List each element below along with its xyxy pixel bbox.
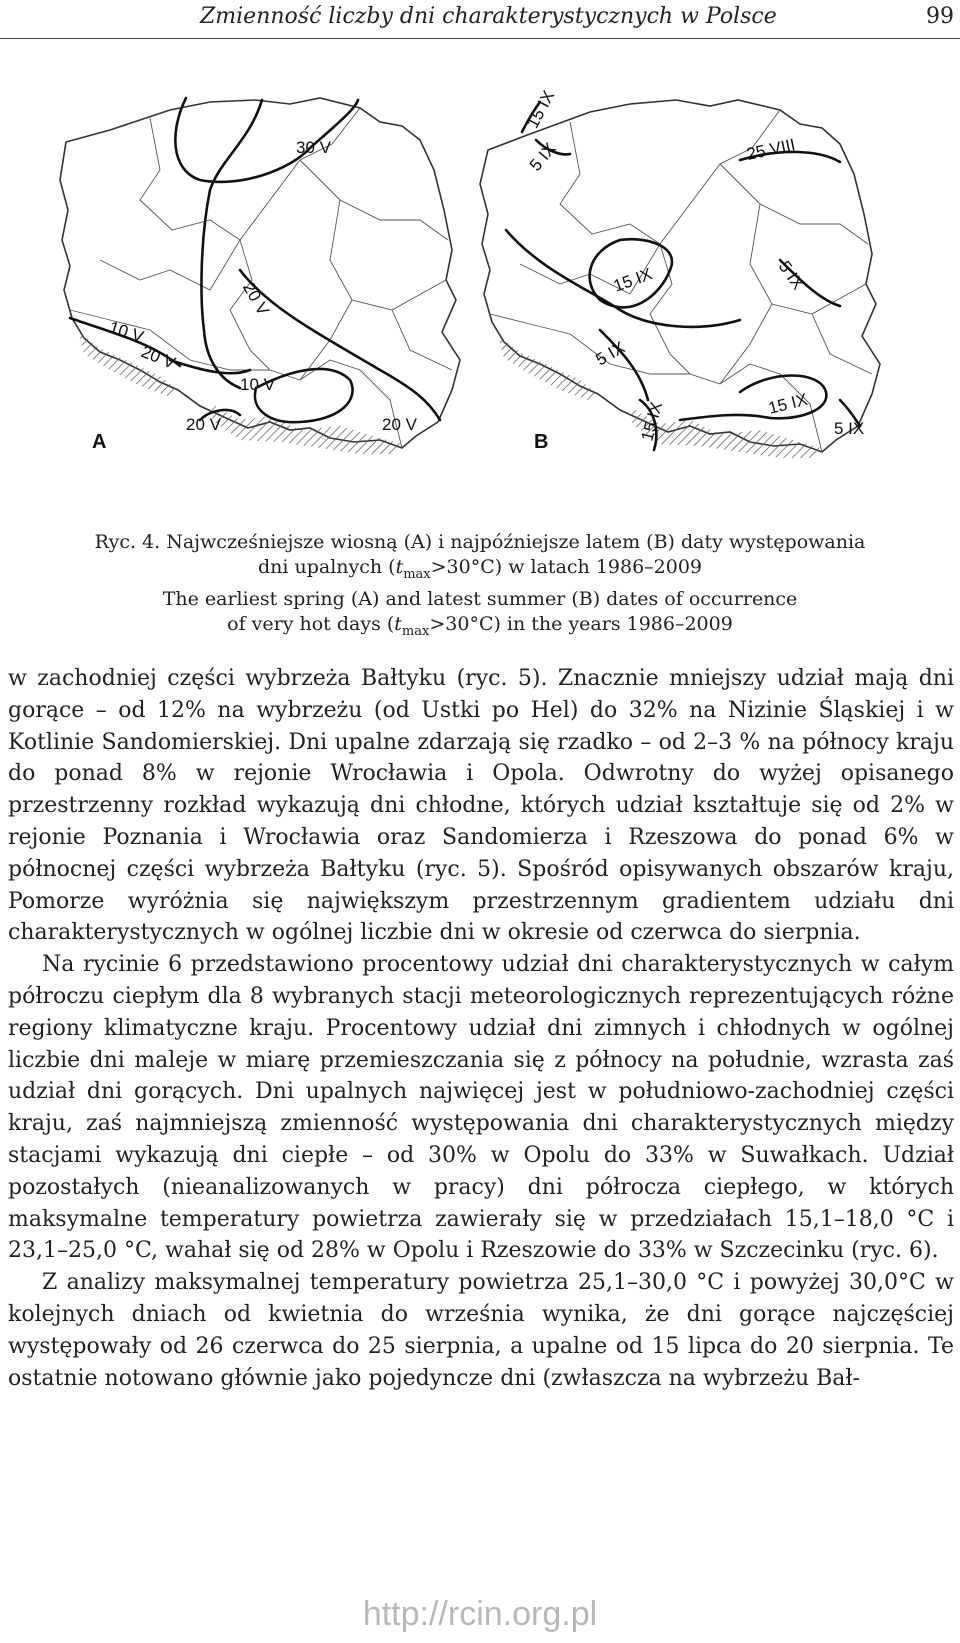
isoline-label: 5 IX: [834, 419, 865, 438]
page-header: [0, 0, 960, 40]
isoline-label: 15 IX: [637, 399, 667, 444]
isoline-label: 15 IX: [522, 87, 559, 132]
body-text: [8, 663, 954, 1394]
map-a-borders: [70, 108, 452, 448]
maps-svg: [0, 70, 960, 490]
page-number: 99: [926, 4, 954, 29]
isoline-label: 10 V: [240, 375, 275, 394]
isoline-label: 10 V: [106, 317, 146, 347]
isoline-label: 30 V: [296, 138, 331, 157]
panel-letter-b: B: [534, 431, 549, 453]
footer-watermark-url: http://rcin.org.pl: [362, 1595, 598, 1633]
map-b: [480, 87, 880, 458]
map-a-outline: [60, 98, 460, 448]
isoline-label: 5 IX: [774, 257, 808, 294]
panel-letter-a: A: [92, 431, 107, 453]
header-rule: [0, 38, 960, 39]
isoline-label: 25 VIII: [744, 135, 797, 164]
paragraph: Z analizy maksymalnej temperatury powietrza 25,1–30,0 °C i powyżej 30,0°C w kolejnych dniach od kwietnia do września wynika, że dni gorące najczęściej występowały od 26 czerwca do 25 sierpnia, a upalne od 15 lipca do 20 sierpnia. Te ostatnie notowano głównie jako pojedyncze dni (zwłaszcza na wybrzeżu Bał-: [8, 1270, 954, 1391]
isoline-label: 5 IX: [592, 337, 629, 370]
caption-pl-line-1: Ryc. 4. Najwcześniejsze wiosną (A) i najpóźniejsze latem (B) daty występowania: [94, 531, 866, 553]
running-title: Zmienność liczby dni charakterystycznych w Polsce: [200, 4, 777, 29]
paragraph: w zachodniej części wybrzeża Bałtyku (ryc. 5). Znacznie mniejszy udział mają dni gorące – od 12% na wybrzeżu (od Ustki po Hel) do 32% na Nizinie Śląskiej i w Kotlinie Sandomierskiej. Dni upalne zdarzają się rzadko – od 2–3 % na północy kraju do ponad 8% w rejonie Wrocławia i Opola. Odwrotny do wyżej opisanego przestrzenny rozkład wykazują dni chłodne, których udział kształtuje się od 2% w rejonie Poznania i Wrocławia oraz Sandomierza i Rzeszowa do ponad 6% w północnej części wybrzeża Bałtyku (ryc. 5). Spośród opisywanych obszarów kraju, Pomorze wyróżnia się największym przestrzennym gradientem udziału dni charakterystycznych w ogólnej liczbie dni w okresie od czerwca do sierpnia.: [8, 666, 954, 946]
paragraph: Na rycinie 6 przedstawiono procentowy udział dni charakterystycznych w całym półroczu ciepłym dla 8 wybranych stacji meteorologicznych reprezentujących różne regiony klimatyczne kraju. Procentowy udział dni zimnych i chłodnych w ogólnej liczbie dni maleje w miarę przemieszczania się z północy na południe, wzrasta zaś udział dni gorących. Dni upalnych najwięcej jest w południowo-zachodniej części kraju, zaś najmniejszą zmienność występowania dni charakterystycznych między stacjami wykazują dni ciepłe – od 30% w Opolu do 33% w Suwałkach. Udział pozostałych (nieanalizowanych w pracy) dni półrocza ciepłego, w których maksymalne temperatury powietrza zawierały się w przedziałach 15,1–18,0 °C i 23,1–25,0 °C, wahał się od 28% w Opolu i Rzeszowie do 33% w Szczecinku (ryc. 6).: [8, 952, 954, 1264]
caption-en-line-2: of very hot days $(t_{max}>30^\circ C)$ in the years 1986–2009: [227, 612, 733, 639]
map-b-isolines: [506, 102, 860, 450]
isoline-label: 20 V: [186, 415, 221, 434]
figure-maps: [0, 70, 960, 490]
map-a: [60, 98, 460, 454]
caption-pl-line-2: dni upalnych $(t_{max}>30^\circ C)$ w latach 1986–2009: [257, 556, 703, 582]
isoline-label: 15 IX: [766, 389, 810, 418]
figure-caption: [0, 530, 960, 644]
isoline-label: 20 V: [138, 342, 179, 373]
caption-en-line-1: The earliest spring (A) and latest summer (B) dates of occurrence: [162, 587, 798, 610]
isoline-label: 20 V: [238, 278, 273, 319]
isoline-label: 15 IX: [610, 264, 655, 296]
isoline-label: 20 V: [382, 415, 417, 434]
isoline-label: 5 IX: [525, 139, 560, 175]
